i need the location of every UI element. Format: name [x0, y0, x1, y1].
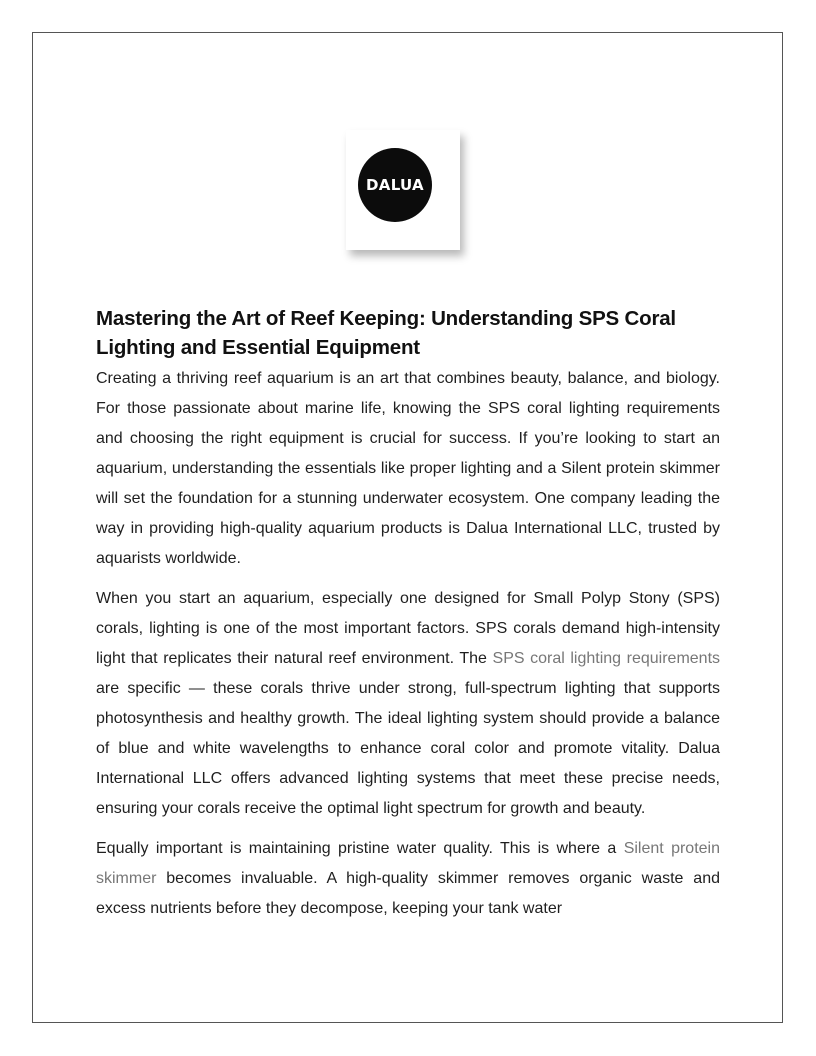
paragraph-skimmer-text-1: Equally important is maintaining pristine water quality. This is where a: [96, 840, 624, 857]
logo-card: [346, 130, 460, 250]
dalua-logo: [358, 148, 432, 222]
silent-protein-skimmer-link[interactable]: Silent protein skimmer: [96, 840, 720, 887]
sps-coral-lighting-link[interactable]: SPS coral lighting requirements: [492, 650, 721, 667]
logo-text: DALUA: [366, 176, 424, 194]
paragraph-lighting-text-1: When you start an aquarium, especially one designed for Small Polyp Stony (SPS) corals, lighting is one of the most important factors. SPS corals demand high-intensity light that replicates their natural reef environment. The: [96, 590, 720, 667]
paragraph-lighting: [96, 584, 720, 824]
paragraph-skimmer: [96, 834, 720, 924]
paragraph-intro: Creating a thriving reef aquarium is an art that combines beauty, balance, and biology. For those passionate about marine life, knowing the SPS coral lighting requirements and choosing the right equipment is crucial for success. If you’re looking to start an aquarium, understanding the essentials like proper lighting and a Silent protein skimmer will set the foundation for a stunning underwater ecosystem. One company leading the way in providing high-quality aquarium products is Dalua International LLC, trusted by aquarists worldwide.: [96, 370, 720, 567]
paragraph-lighting-text-2: are specific — these corals thrive under strong, full-spectrum lighting that supports photosynthesis and healthy growth. The ideal lighting system should provide a balance of blue and white wavelengths to enhance coral color and promote vitality. Dalua International LLC offers advanced lighting systems that meet these precise needs, ensuring your corals receive the optimal light spectrum for growth and beauty.: [96, 680, 720, 817]
article-title: Mastering the Art of Reef Keeping: Understanding SPS Coral Lighting and Essential Equipment: [96, 307, 676, 359]
paragraph-skimmer-text-2: becomes invaluable. A high-quality skimmer removes organic waste and excess nutrients before they decompose, keeping your tank water: [96, 870, 720, 917]
article-content: [96, 304, 720, 934]
